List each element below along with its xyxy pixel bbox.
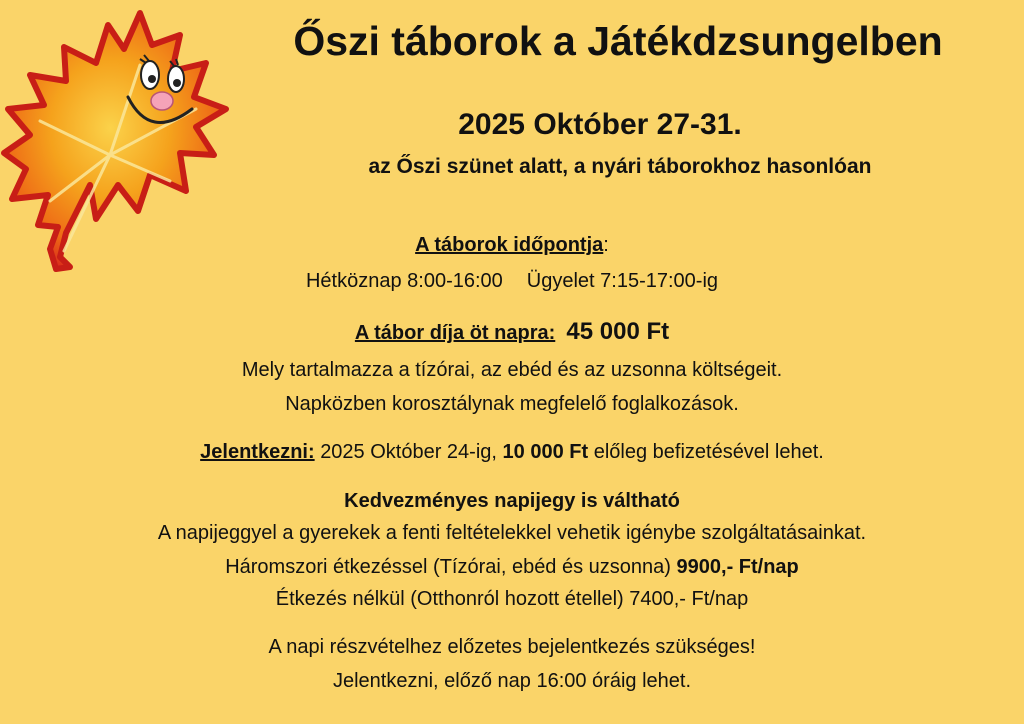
page-title: Őszi táborok a Játékdzsungelben: [293, 18, 943, 64]
registration-line: [0, 441, 1024, 464]
fee-line: [0, 318, 1024, 346]
fee-activities: Napközben korosztálynak megfelelő foglalkozások.: [285, 393, 739, 415]
daily-ticket-with-meals: [0, 556, 1024, 579]
registration-text-after: előleg befizetésével lehet.: [593, 441, 824, 463]
weekday-hours: Hétköznap 8:00-16:00: [305, 270, 503, 292]
fee-amount: 45 000 Ft: [566, 318, 670, 345]
fee-label: A tábor díja öt napra:: [354, 322, 556, 344]
schedule-heading-suffix: :: [603, 234, 609, 256]
notice-line-1: A napi részvételhez előzetes bejelentkezés szükséges!: [268, 636, 756, 658]
event-subtitle: az Őszi szünet alatt, a nyári táborokhoz hasonlóan: [368, 155, 872, 178]
daily-ticket-description: A napijeggyel a gyerekek a fenti feltételekkel vehetik igénybe szolgáltatásainkat.: [157, 522, 867, 544]
event-date: 2025 Október 27-31.: [458, 108, 742, 141]
with-meals-price: 9900,- Ft/nap: [676, 556, 799, 578]
duty-hours: Ügyelet 7:15-17:00-ig: [526, 270, 719, 292]
notice-line-2: Jelentkezni, előző nap 16:00 óráig lehet.: [332, 670, 692, 692]
schedule-heading: A táborok időpontja: [415, 234, 604, 256]
daily-ticket-heading: Kedvezményes napijegy is váltható: [344, 490, 680, 512]
fee-includes: Mely tartalmazza a tízórai, az ebéd és az uzsonna költségeit.: [241, 359, 783, 381]
daily-ticket-without-meals: Étkezés nélkül (Otthonról hozott étellel) 7400,- Ft/nap: [275, 588, 749, 610]
registration-label: Jelentkezni:: [200, 441, 315, 463]
registration-deposit: 10 000 Ft: [502, 441, 589, 463]
with-meals-text: Háromszori étkezéssel (Tízórai, ebéd és uzsonna): [225, 556, 671, 578]
schedule-hours-line: [0, 270, 1024, 293]
schedule-heading-line: [0, 234, 1024, 257]
registration-deadline: 2025 Október 24-ig,: [320, 441, 497, 463]
